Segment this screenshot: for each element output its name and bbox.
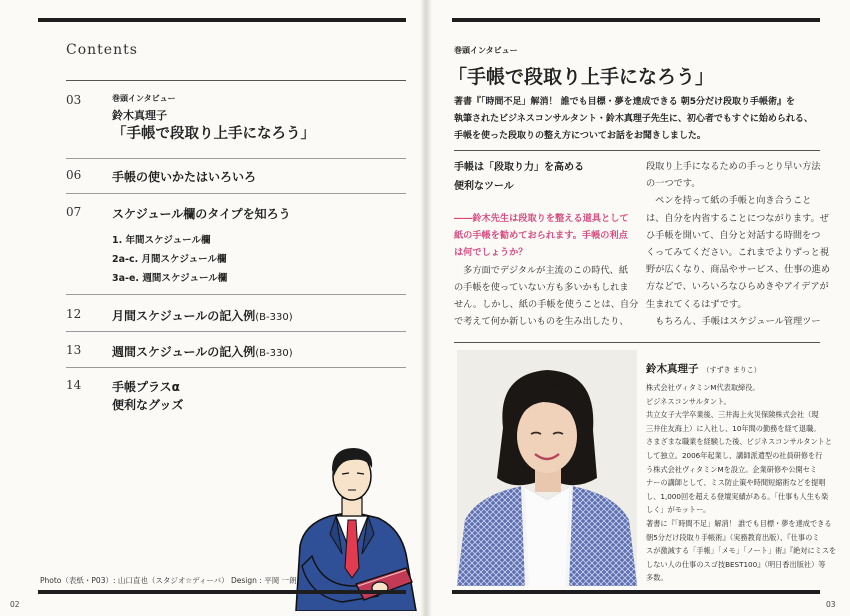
interview-question: は何でしょうか？ — [454, 247, 528, 259]
toc-number: 12 — [66, 307, 82, 321]
bio-line: しない人の仕事のスゴ技BEST100』（明日香出版社）等 — [646, 559, 826, 569]
bio-line: し、1,000回を超える登壇実績がある。「仕事も人生も楽 — [646, 491, 829, 501]
bio-line: して独立。2006年起業し、講師派遣型の社員研修を行 — [646, 450, 823, 460]
toc-entry-title: 月間スケジュールの記入例(B-330) — [112, 309, 293, 323]
bottom-rule-right — [452, 590, 820, 594]
bio-line: ナーの講師として、ミス防止策や時間短縮術などを提唱 — [646, 478, 826, 488]
bio-line: 株式会社ヴィタミンM代表取締役。 — [646, 383, 760, 392]
bio-line: 朝5分だけ段取り手帳術』（実務教育出版）、『仕事のミ — [646, 532, 820, 542]
profile-divider — [454, 342, 820, 343]
photo-design-credit: Photo（表紙・P03）: 山口直也（スタジオ☆ディーバ） Design : 平岡 一朗 — [40, 576, 297, 585]
toc-number: 07 — [66, 205, 82, 219]
bio-line: しく」がモットー。 — [646, 505, 711, 515]
bio-line: さまざまな職業を経験した後、ビジネスコンサルタントと — [646, 437, 833, 447]
top-rule-right — [452, 18, 820, 22]
toc-number: 06 — [66, 168, 82, 182]
section-heading: 便利なツール — [454, 181, 514, 192]
interview-question: 紙の手帳を勧めておられます。手帳の利点 — [454, 230, 628, 242]
toc-divider — [66, 80, 406, 81]
toc-author-name: 鈴木真理子 — [112, 109, 167, 122]
toc-divider — [66, 294, 406, 295]
toc-number: 14 — [66, 378, 82, 392]
body-line: 方などで、いろいろなひらめきやアイデアが — [646, 281, 829, 293]
body-line: ひ手帳を開いて、自分と対話する時間をつ — [646, 229, 821, 241]
toc-subentry: 2a-c. 月間スケジュール欄 — [112, 254, 227, 265]
lead-line: 手帳を使った段取りの整え方についてお話をお聞きしました。 — [454, 131, 706, 141]
toc-subentry: 3a-e. 週間スケジュール欄 — [112, 273, 228, 284]
body-line: もちろん、手帳はスケジュール管理ツー — [646, 315, 821, 327]
body-line: の一つです。 — [646, 178, 701, 190]
toc-entry-title: スケジュール欄のタイプを知ろう — [112, 207, 291, 221]
toc-divider — [66, 193, 406, 194]
toc-divider — [66, 331, 406, 332]
bio-line: 共立女子大学卒業後、三井海上火災保険株式会社（現 — [646, 410, 819, 420]
bio-line: 著書に『「時間不足」解消！ 誰でも目標・夢を達成できる — [646, 518, 832, 528]
body-line: は、自分を内省することにつながります。ぜ — [646, 212, 829, 224]
interview-question: ――鈴木先生は段取りを整える道具として — [454, 213, 629, 224]
contents-heading: Contents — [66, 42, 138, 58]
section-heading: 手帳は「段取り力」を高める — [454, 162, 584, 173]
article-column-1 — [454, 158, 638, 330]
body-line: 生まれてくるはずです。 — [646, 298, 747, 310]
answer-line: で考えて何か新しいものを生み出したり、 — [454, 316, 629, 328]
profile-bio — [646, 381, 836, 585]
toc-interview-title: 「手帳で段取り上手になろう」 — [112, 126, 315, 142]
bottom-rule-left — [38, 590, 406, 594]
toc-subentry: 1. 年間スケジュール欄 — [112, 235, 211, 246]
bio-line: スが激減する「手帳」「メモ」「ノート」術』『絶対にミスを — [646, 546, 837, 556]
interview-lead — [454, 94, 814, 145]
bio-line: 多数。 — [646, 573, 668, 583]
toc-product-code: (B-330) — [255, 348, 293, 359]
bio-line: う株式会社ヴィタミンMを設立。企業研修や公開セミ — [646, 464, 818, 474]
toc-product-code: (B-330) — [255, 312, 293, 323]
body-line: ペンを持って紙の手帳と向き合うこと — [646, 195, 812, 207]
body-line: 野が広くなり、商品やサービス、仕事の進め — [646, 264, 831, 276]
toc-divider — [66, 367, 406, 368]
body-line: くってみてください。これまでよりずっと視 — [646, 247, 830, 259]
toc-kicker: 巻頭インタビュー — [112, 94, 176, 103]
toc-entry-title: 週間スケジュールの記入例(B-330) — [112, 345, 293, 359]
lead-line: 執筆されたビジネスコンサルタント・鈴木真理子先生に、初心者でもすぐに始められる、 — [454, 114, 813, 124]
toc-number: 03 — [66, 93, 82, 107]
answer-line: せん。しかし、紙の手帳を使うことは、自分 — [454, 299, 639, 311]
interview-kicker: 巻頭インタビュー — [454, 46, 518, 55]
lead-line: 著書『「時間不足」解消！ 誰でも目標・夢を達成できる 朝5分だけ段取り手帳術』を — [454, 97, 796, 107]
bio-line: ビジネスコンサルタント。 — [646, 396, 731, 406]
man-with-planner-illustration — [282, 436, 422, 611]
toc-divider — [66, 158, 406, 159]
page-number-left: 02 — [10, 600, 20, 609]
lead-divider — [454, 150, 820, 151]
portrait-photo — [457, 350, 637, 586]
top-rule-left — [38, 18, 406, 22]
profile-name: 鈴木真理子 （すずき まりこ） — [646, 363, 761, 375]
bio-line: 三井住友海上）に入社し、10年間の勤務を経て退職。 — [646, 423, 821, 433]
interview-title: 「手帳で段取り上手になろう」 — [448, 66, 715, 88]
answer-line: の手帳を使っていない方も多いかもしれま — [454, 281, 629, 293]
profile-name-reading: （すずき まりこ） — [702, 366, 761, 374]
body-line: 段取り上手になるための手っとり早い方法 — [646, 161, 821, 172]
page-number-right: 03 — [826, 600, 836, 609]
toc-entry-title: 手帳の使いかたはいろいろ — [112, 170, 257, 184]
toc-number: 13 — [66, 343, 82, 357]
answer-line: 多方面でデジタルが主流のこの時代、紙 — [454, 264, 629, 276]
toc-entry-title-line2: 便利なグッズ — [112, 398, 184, 412]
toc-entry-title: 手帳プラスα — [112, 380, 180, 394]
article-column-2 — [646, 158, 830, 330]
